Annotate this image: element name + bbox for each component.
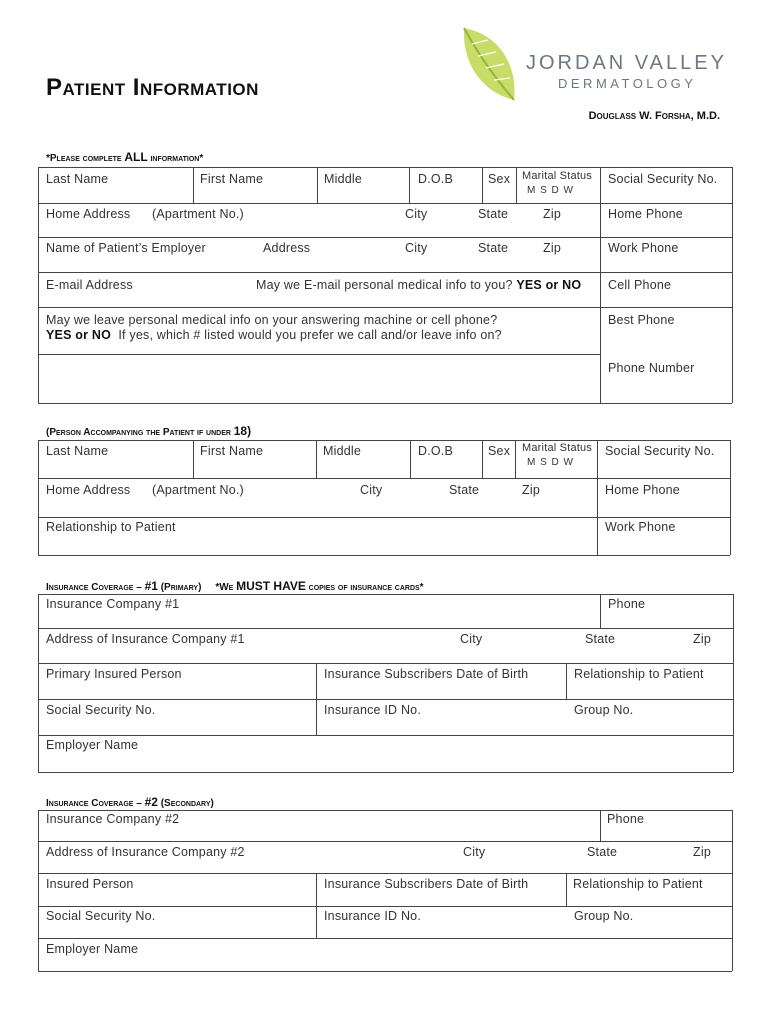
insurance1-subscriber-dob-field[interactable]: Insurance Subscribers Date of Birth <box>324 667 529 681</box>
insurance1-state-label: State <box>585 632 616 646</box>
last-name-field[interactable]: Last Name <box>46 172 109 186</box>
employer-state-label: State <box>478 241 509 255</box>
insurance-secondary-heading: Insurance Coverage – #2 (Secondary) <box>46 795 214 809</box>
phone-number-field[interactable]: Phone Number <box>608 361 695 375</box>
voicemail-consent-question: May we leave personal medical info on your answering machine or cell phone? <box>46 313 498 327</box>
insurance2-phone-field[interactable]: Phone <box>607 812 645 826</box>
middle-name-field[interactable]: Middle <box>324 172 363 186</box>
state-label: State <box>478 207 509 221</box>
companion-relationship-field[interactable]: Relationship to Patient <box>46 520 176 534</box>
companion-address-field[interactable]: Home Address <box>46 483 131 497</box>
insurance2-company-field[interactable]: Insurance Company #2 <box>46 812 180 826</box>
companion-middle-field[interactable]: Middle <box>323 444 362 458</box>
cell-phone-field[interactable]: Cell Phone <box>608 278 672 292</box>
insurance2-zip-label: Zip <box>693 845 711 859</box>
companion-ssn-field[interactable]: Social Security No. <box>605 444 715 458</box>
insurance1-group-field[interactable]: Group No. <box>574 703 634 717</box>
marital-status-label: Marital Status <box>522 170 593 182</box>
doctor-name: Douglass W. Forsha, M.D. <box>588 110 720 122</box>
insurance2-employer-field[interactable]: Employer Name <box>46 942 139 956</box>
work-phone-field[interactable]: Work Phone <box>608 241 679 255</box>
accompanying-section-heading: (Person Accompanying the Patient if under 18) <box>46 424 252 438</box>
companion-city-label: City <box>360 483 383 497</box>
marital-status-options[interactable]: M S D W <box>527 185 574 196</box>
insurance2-city-label: City <box>463 845 486 859</box>
leaf-logo-icon <box>458 24 520 109</box>
insurance2-state-label: State <box>587 845 618 859</box>
patient-section-heading: *Please complete ALL information* <box>46 150 204 164</box>
insurance-primary-heading: Insurance Coverage – #1 (Primary) *We MUST HAVE copies of insurance cards* <box>46 579 424 593</box>
insurance1-id-field[interactable]: Insurance ID No. <box>324 703 421 717</box>
insurance1-employer-field[interactable]: Employer Name <box>46 738 139 752</box>
ssn-field[interactable]: Social Security No. <box>608 172 718 186</box>
insurance2-address-field[interactable]: Address of Insurance Company #2 <box>46 845 245 859</box>
insurance1-phone-field[interactable]: Phone <box>608 597 646 611</box>
logo-text: JORDAN VALLEY <box>526 52 727 74</box>
dob-field[interactable]: D.O.B <box>418 172 454 186</box>
companion-first-name-field[interactable]: First Name <box>200 444 264 458</box>
insurance1-relationship-field[interactable]: Relationship to Patient <box>574 667 704 681</box>
page-title: Patient Information <box>46 74 259 101</box>
home-address-field[interactable]: Home Address <box>46 207 131 221</box>
companion-dob-field[interactable]: D.O.B <box>418 444 454 458</box>
companion-marital-label: Marital Status <box>522 442 593 454</box>
companion-work-phone-field[interactable]: Work Phone <box>605 520 676 534</box>
insurance2-id-field[interactable]: Insurance ID No. <box>324 909 421 923</box>
insurance1-zip-label: Zip <box>693 632 711 646</box>
employer-city-label: City <box>405 241 428 255</box>
apartment-label: (Apartment No.) <box>152 207 244 221</box>
companion-marital-options[interactable]: M S D W <box>527 457 574 468</box>
insurance2-relationship-field[interactable]: Relationship to Patient <box>573 877 703 891</box>
employer-field[interactable]: Name of Patient’s Employer <box>46 241 206 255</box>
preferred-number-question[interactable]: YES or NO If yes, which # listed would you prefer we call and/or leave info on? <box>46 328 502 342</box>
insurance2-insured-field[interactable]: Insured Person <box>46 877 134 891</box>
insurance1-insured-field[interactable]: Primary Insured Person <box>46 667 182 681</box>
insurance2-ssn-field[interactable]: Social Security No. <box>46 909 156 923</box>
logo-subtext: DERMATOLOGY <box>558 76 697 91</box>
companion-state-label: State <box>449 483 480 497</box>
insurance2-subscriber-dob-field[interactable]: Insurance Subscribers Date of Birth <box>324 877 529 891</box>
email-field[interactable]: E-mail Address <box>46 278 133 292</box>
employer-address-label: Address <box>263 241 311 255</box>
zip-label: Zip <box>543 207 561 221</box>
employer-zip-label: Zip <box>543 241 561 255</box>
companion-sex-field[interactable]: Sex <box>488 444 511 458</box>
email-consent-question[interactable]: May we E-mail personal medical info to you? YES or NO <box>256 278 582 292</box>
companion-last-name-field[interactable]: Last Name <box>46 444 109 458</box>
first-name-field[interactable]: First Name <box>200 172 264 186</box>
best-phone-field[interactable]: Best Phone <box>608 313 675 327</box>
city-label: City <box>405 207 428 221</box>
insurance1-company-field[interactable]: Insurance Company #1 <box>46 597 180 611</box>
insurance1-address-field[interactable]: Address of Insurance Company #1 <box>46 632 245 646</box>
sex-field[interactable]: Sex <box>488 172 511 186</box>
insurance2-group-field[interactable]: Group No. <box>574 909 634 923</box>
companion-apartment-label: (Apartment No.) <box>152 483 244 497</box>
home-phone-field[interactable]: Home Phone <box>608 207 683 221</box>
companion-home-phone-field[interactable]: Home Phone <box>605 483 680 497</box>
insurance1-city-label: City <box>460 632 483 646</box>
companion-zip-label: Zip <box>522 483 540 497</box>
insurance1-ssn-field[interactable]: Social Security No. <box>46 703 156 717</box>
